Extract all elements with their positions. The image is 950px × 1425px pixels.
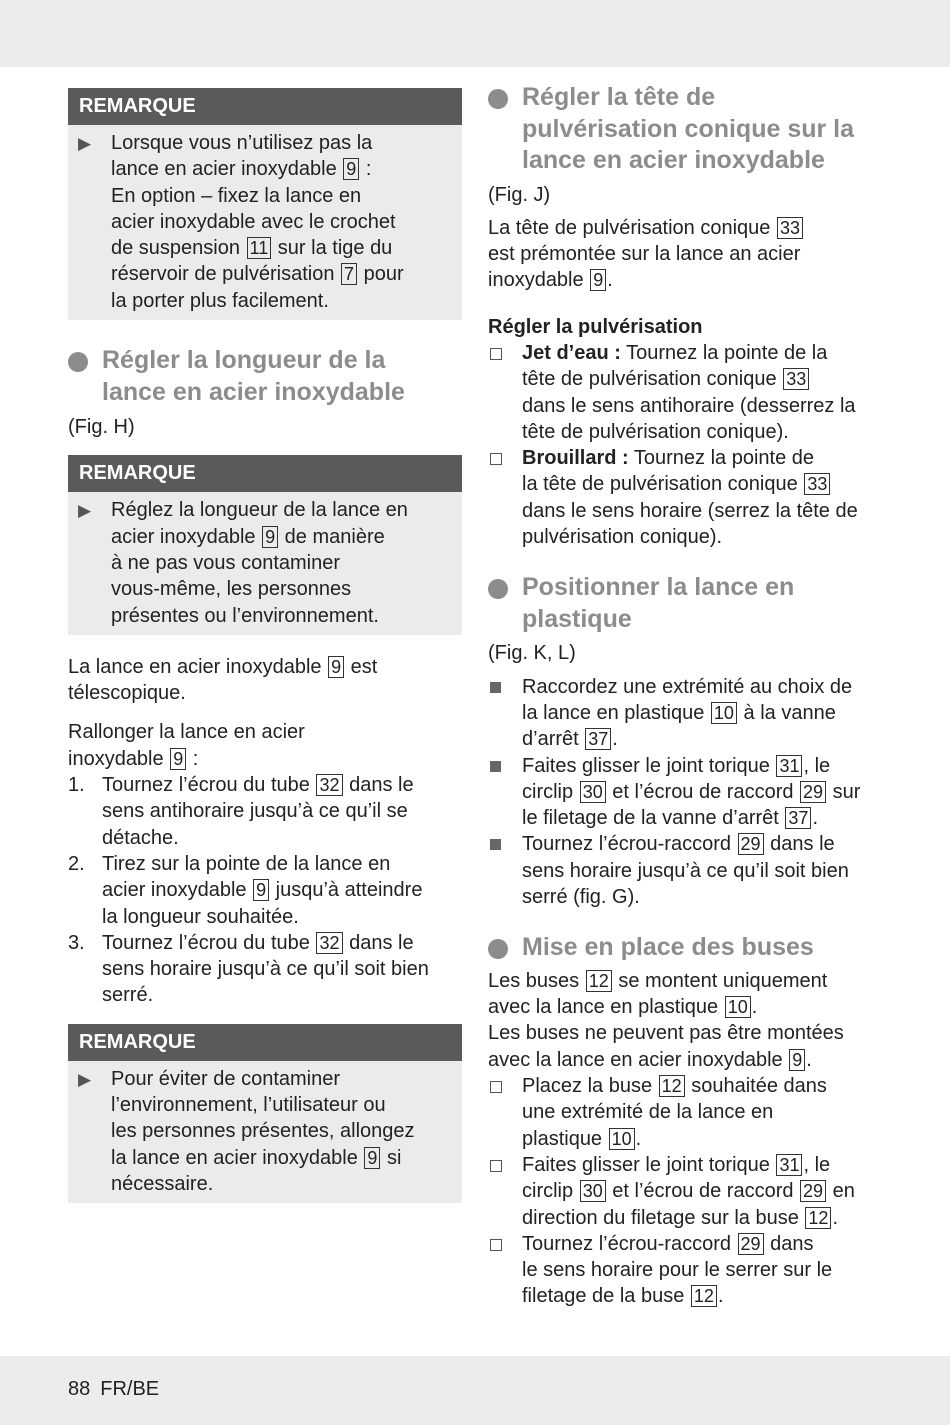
part-number: 29 [738, 833, 764, 855]
list-item: 1. Tournez l’écrou du tube 32 dans le sens antihoraire jusqu’à ce qu’il se détache. [68, 774, 414, 849]
part-number: 9 [789, 1049, 805, 1071]
section-heading: Régler la longueur de la lance en acier inoxydable [68, 345, 462, 408]
note-text: Pour éviter de contaminer l’environnement, l’utilisateur ou les personnes présentes, allongez la lance en acier inoxydable 9 si nécessaire. [111, 1067, 415, 1195]
list-item: Placez la buse 12 souhaitée dans une extrémité de la lance en plastique 10 . [488, 1073, 888, 1152]
language-code: FR/BE [100, 1378, 160, 1400]
bullet-dot-icon [488, 579, 508, 599]
part-number: 10 [725, 996, 751, 1018]
figure-ref: (Fig. K, L) [488, 642, 576, 665]
subheading: Régler la pulvérisation [488, 315, 703, 338]
note-box [68, 1024, 462, 1203]
part-number: 12 [586, 970, 612, 992]
part-number: 9 [590, 269, 606, 291]
part-number: 33 [783, 368, 809, 390]
list-item: Jet d’eau : Tournez la pointe de la tête de pulvérisation conique 33 dans le sens antihoraire (desserrez la tête de pulvérisation conique). [488, 340, 888, 445]
part-number: 9 [253, 879, 269, 901]
bullet-list [488, 674, 888, 911]
list-item: Raccordez une extrémité au choix de la lance en plastique 10 à la vanne d’arrêt 37 . [488, 674, 888, 753]
part-number: 11 [247, 237, 272, 259]
section-heading: Mise en place des buses [488, 932, 888, 964]
square-bullet-icon [490, 1239, 502, 1251]
section-heading: Régler la tête de pulvérisation conique sur la lance en acier inoxydable [488, 82, 888, 177]
square-bullet-icon [490, 839, 501, 850]
part-number: 7 [341, 263, 357, 285]
bullet-dot-icon [488, 939, 508, 959]
bullet-dot-icon [488, 89, 508, 109]
paragraph: La lance en acier inoxydable 9 est télescopique. [68, 655, 378, 705]
note-text: Lorsque vous n’utilisez pas la lance en acier inoxydable 9 : En option – fixez la lance en acier inoxydable avec le crochet de suspension 11 sur la tige du réservoir de pulvérisation 7 pour la porter plus facilement. [111, 132, 404, 312]
part-number: 29 [800, 781, 826, 803]
note-text: Réglez la longueur de la lance en acier inoxydable 9 de manière à ne pas vous contaminer vous-même, les personnes présentes ou l’environnement. [111, 499, 408, 627]
square-bullet-icon [490, 682, 501, 693]
note-box [68, 455, 462, 634]
list-item: Tournez l’écrou-raccord 29 dans le sens horaire jusqu’à ce qu’il soit bien serré (fig. G). [488, 831, 888, 910]
part-number: 29 [738, 1233, 764, 1255]
part-number: 29 [800, 1180, 826, 1202]
part-number: 33 [777, 217, 803, 239]
square-bullet-icon [490, 453, 502, 465]
part-number: 30 [580, 1180, 606, 1202]
part-number: 12 [659, 1075, 685, 1097]
triangle-bullet-icon: ▶ [78, 501, 92, 521]
bullet-dot-icon [68, 352, 88, 372]
square-bullet-icon [490, 348, 502, 360]
list-item: Faites glisser le joint torique 31 , le circlip 30 et l’écrou de raccord 29 sur le filetage de la vanne d’arrêt 37 . [488, 753, 888, 832]
part-number: 12 [691, 1285, 717, 1307]
part-number: 9 [328, 656, 344, 678]
square-bullet-icon [490, 761, 501, 772]
part-number: 31 [776, 1154, 802, 1176]
figure-ref: (Fig. H) [68, 416, 135, 439]
note-title: REMARQUE [68, 88, 462, 125]
part-number: 9 [343, 158, 359, 180]
note-title: REMARQUE [68, 455, 462, 492]
list-item: Tournez l’écrou-raccord 29 dans le sens horaire pour le serrer sur le filetage de la buse 12 . [488, 1231, 888, 1310]
note-box [68, 88, 462, 320]
list-item: 3. Tournez l’écrou du tube 32 dans le sens horaire jusqu’à ce qu’il soit bien serré. [68, 931, 429, 1007]
part-number: 10 [711, 702, 737, 724]
part-number: 37 [785, 807, 811, 829]
figure-ref: (Fig. J) [488, 183, 551, 206]
triangle-bullet-icon: ▶ [78, 134, 92, 153]
part-number: 10 [609, 1128, 635, 1150]
right-column [488, 82, 888, 1310]
note-title: REMARQUE [68, 1024, 462, 1061]
paragraph: La tête de pulvérisation conique 33 est prémontée sur la lance an acier inoxydable 9 . [488, 215, 888, 294]
paragraph: Rallonger la lance en acier inoxydable 9 : [68, 721, 305, 770]
square-bullet-icon [490, 1081, 502, 1093]
paragraph: Les buses 12 se montent uniquement avec la lance en plastique 10 . Les buses ne peuvent pas être montées avec la lance en acier inoxydable 9 . [488, 969, 844, 1071]
part-number: 9 [262, 526, 278, 548]
part-number: 37 [585, 728, 611, 750]
part-number: 9 [170, 748, 186, 770]
part-number: 32 [316, 774, 342, 796]
part-number: 30 [580, 781, 606, 803]
part-number: 31 [776, 755, 802, 777]
header-band [0, 0, 950, 67]
numbered-list [68, 772, 462, 1009]
list-item: Faites glisser le joint torique 31 , le circlip 30 et l’écrou de raccord 29 en direction du filetage sur la buse 12 . [488, 1152, 888, 1231]
page-footer [68, 1378, 169, 1401]
part-number: 12 [805, 1207, 831, 1229]
checkbox-list [488, 1073, 888, 1310]
part-number: 9 [364, 1147, 380, 1169]
list-item: 2. Tirez sur la pointe de la lance en acier inoxydable 9 jusqu’à atteindre la longueur souhaitée. [68, 852, 423, 928]
part-number: 32 [316, 932, 342, 954]
checkbox-list [488, 340, 888, 550]
triangle-bullet-icon: ▶ [78, 1069, 92, 1089]
left-column [68, 88, 462, 1203]
part-number: 33 [804, 473, 830, 495]
list-item: Brouillard : Tournez la pointe de la tête de pulvérisation conique 33 dans le sens horaire (serrez la tête de pulvérisation conique). [488, 445, 888, 550]
section-heading: Positionner la lance en plastique [488, 572, 888, 635]
page-number: 88 [68, 1378, 91, 1400]
square-bullet-icon [490, 1160, 502, 1172]
